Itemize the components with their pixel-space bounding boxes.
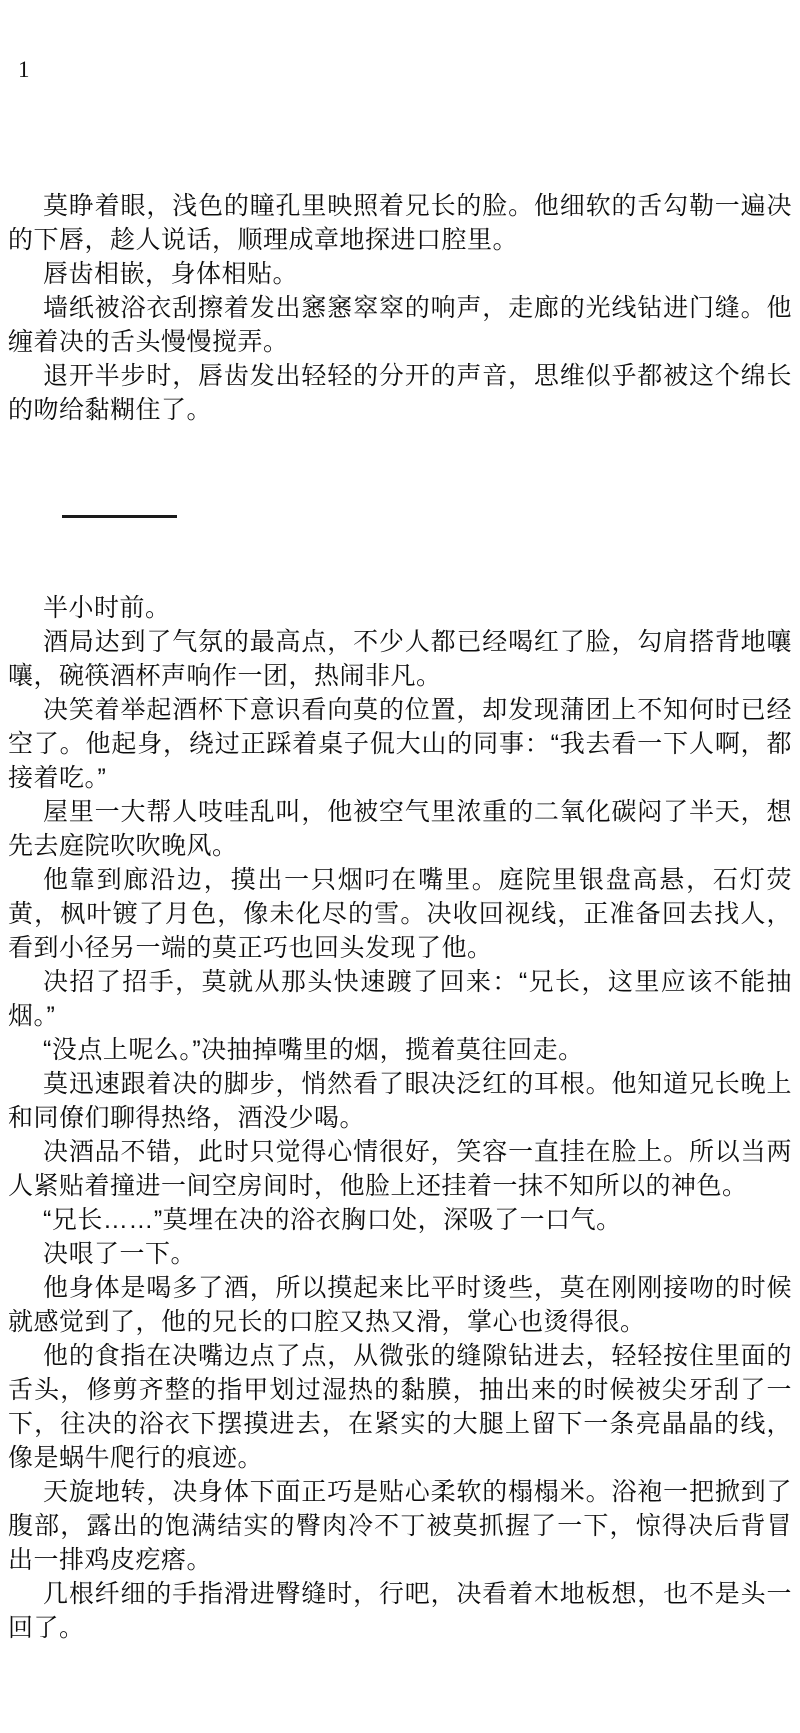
- paragraph: 莫迅速跟着决的脚步，悄然看了眼决泛红的耳根。他知道兄长晚上和同僚们聊得热络，酒没少喝。: [8, 1070, 792, 1132]
- paragraph: 天旋地转，决身体下面正巧是贴心柔软的榻榻米。浴袍一把掀到了腹部，露出的饱满结实的臀肉冷不丁被莫抓握了一下，惊得决后背冒出一排鸡皮疙瘩。: [8, 1478, 792, 1574]
- paragraph: 决酒品不错，此时只觉得心情很好，笑容一直挂在脸上。所以当两人紧贴着撞进一间空房间时，他脸上还挂着一抹不知所以的神色。: [8, 1138, 792, 1200]
- paragraph: 他身体是喝多了酒，所以摸起来比平时烫些，莫在刚刚接吻的时候就感觉到了，他的兄长的口腔又热又滑，掌心也烫得很。: [8, 1274, 792, 1336]
- paragraph: 屋里一大帮人吱哇乱叫，他被空气里浓重的二氧化碳闷了半天，想先去庭院吹吹晚风。: [8, 798, 792, 860]
- paragraph: 莫睁着眼，浅色的瞳孔里映照着兄长的脸。他细软的舌勾勒一遍决的下唇，趁人说话，顺理成章地探进口腔里。: [8, 192, 792, 254]
- paragraph: 决哏了一下。: [43, 1240, 197, 1268]
- paragraph: 唇齿相嵌，身体相贴。: [43, 260, 299, 288]
- paragraph: 墙纸被浴衣刮擦着发出窸窸窣窣的响声，走廊的光线钻进门缝。他缠着决的舌头慢慢搅弄。: [8, 294, 792, 356]
- paragraph: 酒局达到了气氛的最高点，不少人都已经喝红了脸，勾肩搭背地嚷嚷，碗筷酒杯声响作一团，热闹非凡。: [8, 628, 792, 690]
- paragraph: 几根纤细的手指滑进臀缝时，行吧，决看着木地板想，也不是头一回了。: [8, 1580, 792, 1642]
- paragraph: 半小时前。: [43, 594, 171, 622]
- body-text: [8, 189, 792, 1645]
- scene-divider-line: [62, 515, 177, 518]
- paragraph: 退开半步时，唇齿发出轻轻的分开的声音，思维似乎都被这个绵长的吻给黏糊住了。: [8, 362, 792, 424]
- page-number: 1: [18, 57, 30, 82]
- paragraph: 决招了招手，莫就从那头快速踱了回来：“兄长，这里应该不能抽烟。”: [8, 968, 792, 1030]
- paragraph: “兄长……”莫埋在决的浴衣胸口处，深吸了一口气。: [43, 1206, 622, 1234]
- paragraph: 他靠到廊沿边，摸出一只烟叼在嘴里。庭院里银盘高悬，石灯荧黄，枫叶镀了月色，像未化尽的雪。决收回视线，正准备回去找人，看到小径另一端的莫正巧也回头发现了他。: [8, 866, 792, 962]
- paragraph: “没点上呢么。”决抽掉嘴里的烟，揽着莫往回走。: [43, 1036, 584, 1064]
- paragraph: 他的食指在决嘴边点了点，从微张的缝隙钻进去，轻轻按住里面的舌头，修剪齐整的指甲划过湿热的黏膜，抽出来的时候被尖牙刮了一下，往决的浴衣下摆摸进去，在紧实的大腿上留下一条亮晶晶的线，像是蜗牛爬行的痕迹。: [8, 1342, 792, 1472]
- paragraph: 决笑着举起酒杯下意识看向莫的位置，却发现蒲团上不知何时已经空了。他起身，绕过正踩着桌子侃大山的同事：“我去看一下人啊，都接着吃。”: [8, 696, 792, 792]
